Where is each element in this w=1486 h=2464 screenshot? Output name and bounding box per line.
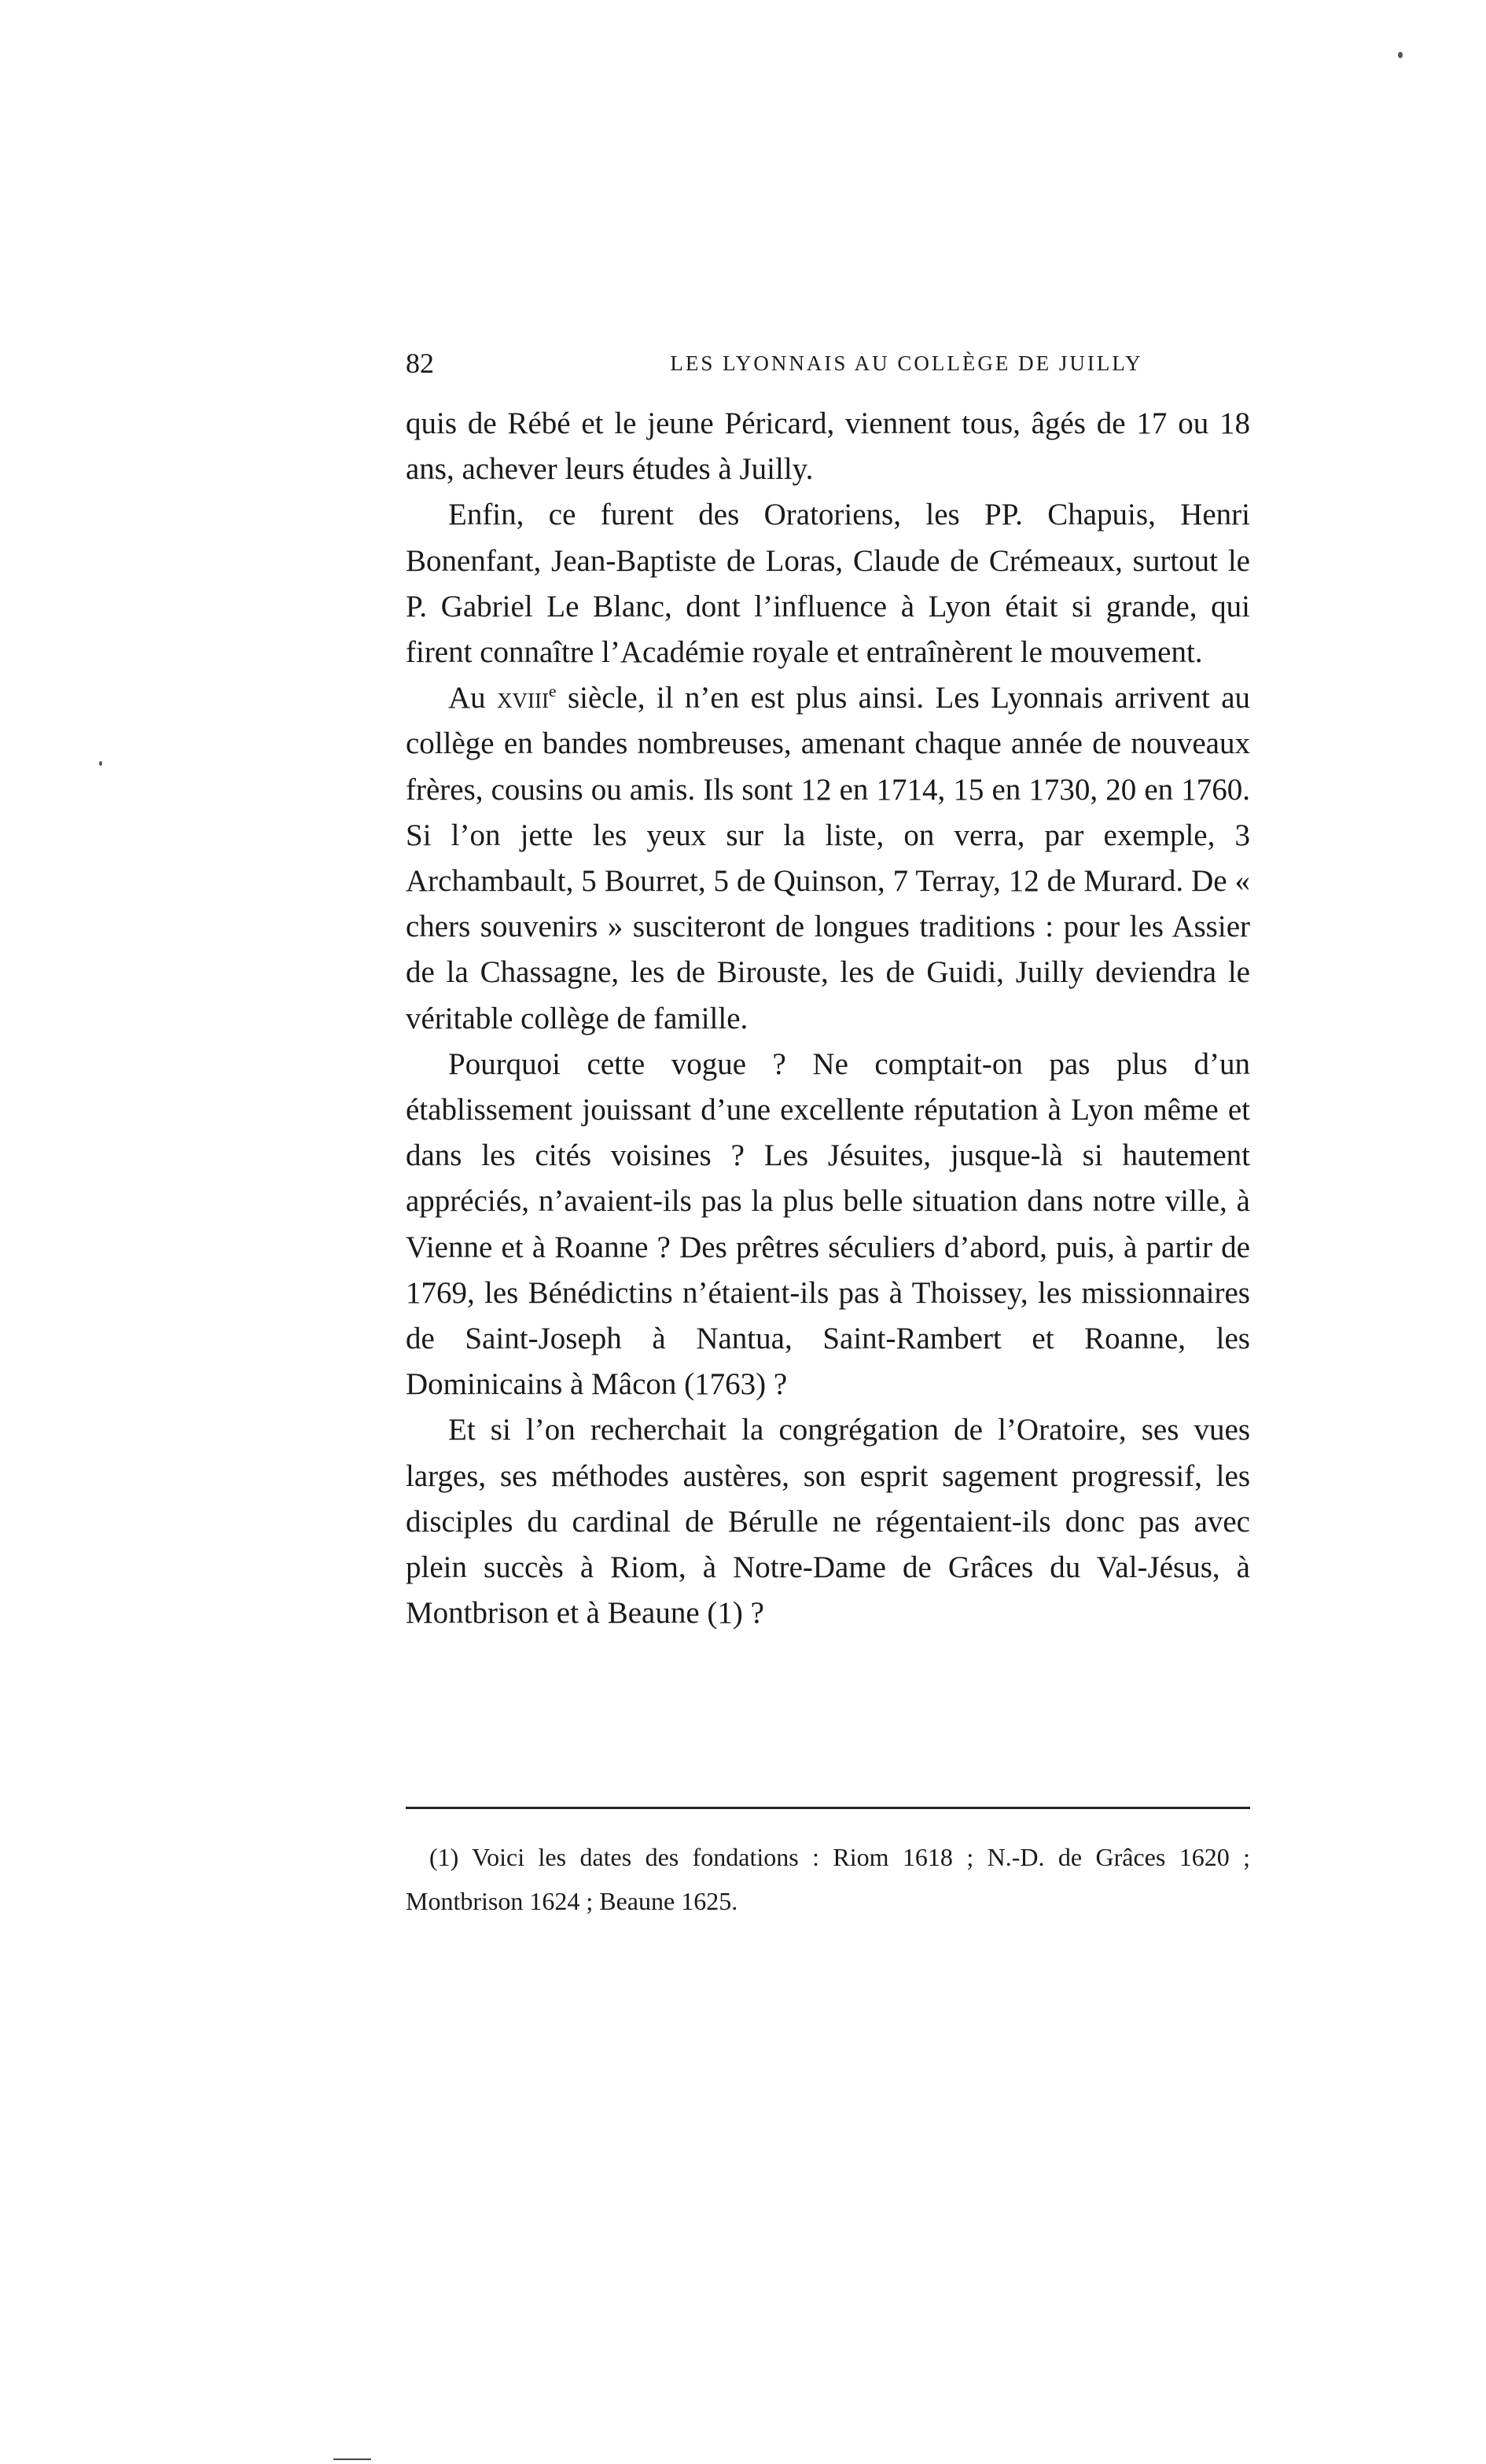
scan-speck	[99, 761, 102, 766]
century-superscript: e	[549, 682, 557, 701]
paragraph-5: Et si l’on recherchait la congrégation de l’Oratoire, ses vues larges, ses méthodes austères, son esprit sagement progressif, les disciples du cardinal de Bérulle ne régentaient-ils donc pas avec plein succès à Riom, à Notre-Dame de Grâces du Val-Jésus, à Montbrison et à Beaune (1) ?	[406, 1413, 1250, 1631]
footnote-rule	[406, 1807, 1250, 1809]
body-text	[406, 401, 1250, 1636]
century-numeral: xviii	[497, 681, 550, 715]
paragraph-1: quis de Rébé et le jeune Péricard, viennent tous, âgés de 17 ou 18 ans, achever leurs études à Juilly.	[406, 406, 1250, 487]
scan-mark	[333, 2458, 371, 2460]
paragraph-3-lead: Au	[448, 681, 486, 715]
paragraph-4: Pourquoi cette vogue ? Ne comptait-on pas plus d’un établissement jouissant d’une excellente réputation à Lyon même et dans les cités voisines ? Les Jésuites, jusque-là si hautement appréciés, n’avaient-ils pas la plus belle situation dans notre ville, à Vienne et à Roanne ? Des prêtres séculiers d’abord, puis, à partir de 1769, les Bénédictins n’étaient-ils pas à Thoissey, les missionnaires de Saint-Joseph à Nantua, Saint-Rambert et Roanne, les Dominicains à Mâcon (1763) ?	[406, 1046, 1250, 1402]
running-head	[406, 340, 1250, 387]
paragraph-2: Enfin, ce furent des Oratoriens, les PP. Chapuis, Henri Bonenfant, Jean-Baptiste de Loras, Claude de Crémeaux, surtout le P. Gabriel Le Blanc, dont l’influence à Lyon était si grande, qui firent connaître l’Académie royale et entraînèrent le mouvement.	[406, 498, 1250, 670]
page-number: 82	[406, 348, 434, 379]
paragraph-3-rest: siècle, il n’en est plus ainsi. Les Lyonnais arrivent au collège en bandes nombreuses, amenant chaque année de nouveaux frères, cousins ou amis. Ils sont 12 en 1714, 15 en 1730, 20 en 1760. Si l’on jette les yeux sur la liste, on verra, par exemple, 3 Archambault, 5 Bourret, 5 de Quinson, 7 Terray, 12 de Murard. De « chers souvenirs » susciteront de longues traditions : pour les Assier de la Chassagne, les de Birouste, les de Guidi, Juilly deviendra le véritable collège de famille.	[406, 681, 1251, 1035]
scan-speck	[1398, 52, 1403, 58]
running-title: LES LYONNAIS AU COLLÈGE DE JUILLY	[670, 351, 1143, 375]
footnote: (1) Voici les dates des fondations : Riom 1618 ; N.-D. de Grâces 1620 ; Montbrison 1624 ; Beaune 1625.	[406, 1843, 1250, 1915]
paragraph-3	[406, 675, 1250, 1042]
